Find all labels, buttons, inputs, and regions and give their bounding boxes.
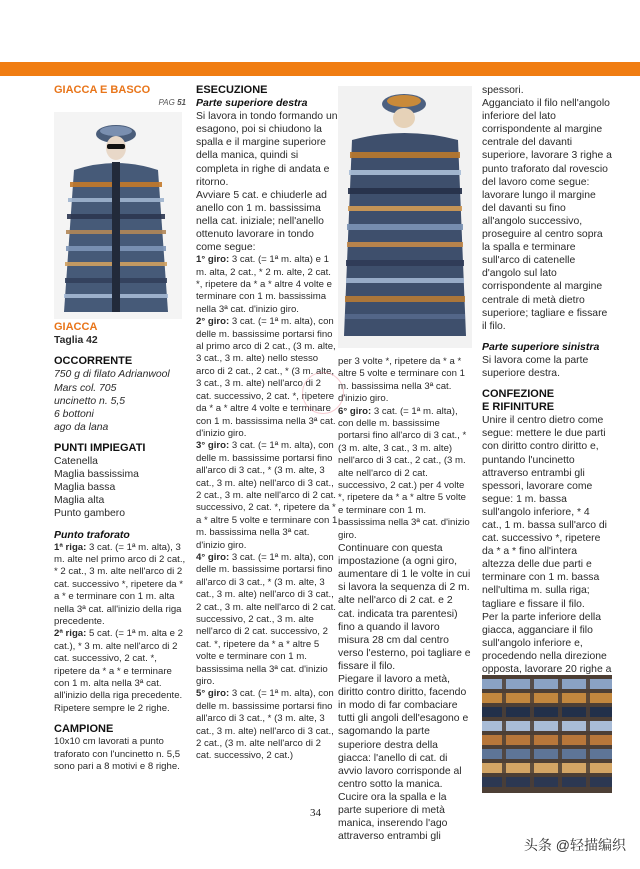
punto-traforato-heading: Punto traforato (54, 528, 130, 541)
punti-list: Catenella Maglia bassissima Maglia bassa Maglia alta Punto gambero (54, 456, 139, 520)
giro-6: 6° giro: 3 cat. (= 1ª m. alta), con delle m. bassissime portarsi fino all'arco di 3 cat., * (3 m. alte, 3 cat., 3 m. alte) nell'arco di 3 cat., 2 cat., (3 m. alte nell'arco di 2 cat. successivo, 2 cat.) per 4 volte *, ripetere da * a * altre 5 volte e terminare con 1 m. bassissima nella 3ª cat. d'inizio giro. (338, 405, 470, 541)
campione-heading: CAMPIONE (54, 723, 114, 736)
giro-4: 4° giro: 3 cat. (= 1ª m. alta), con delle m. bassissime portarsi fino all'arco di 3 cat., * (3 m. alte, 3 cat., 3 m. alte) nell'arco di 3 cat., 2 cat., 3 m. alte nell'arco di 2 cat. successivo, 2 cat., 3 m. alte nell'arco di 2 cat. successivo, 2 cat. *, ripetere da * a * altre 5 volte e terminare con 1 m. bassissima nella 3ª cat. d'inizio giro. (196, 551, 336, 688)
watermark: 头条 @轻描编织 (523, 837, 626, 853)
occorrente-list: 750 g di filato Adrianwool Mars col. 705 uncinetto n. 5,5 6 bottoni ago da lana (54, 369, 170, 433)
column-2 (196, 84, 338, 763)
campione-text: 10x10 cm lavorati a punto traforato con l'uncinetto n. 5,5 sono pari a 8 motivi e 8 righe. (54, 736, 181, 773)
parte-superiore-destra-heading: Parte superiore destra (196, 97, 308, 110)
sinistra-text: Si lavora come la parte superiore destra. (482, 354, 589, 379)
agganciato-text: Agganciato il filo nell'angolo inferiore del lato corrispondente al margine centrale del davanti superiore, lavorare 3 righe a punto traforato dal rovescio del lavoro come segue: lavorare lungo il margine del davanti su fino all'angolo successivo, proseguire al centro sopra la spalla e terminare sull'arco di catenelle d'angolo sul lato corrispondente al margine centrale di metà dietro superiore; tagliare e fissare il filo. (482, 98, 612, 332)
giro-2: 2° giro: 3 cat. (= 1ª m. alta), con delle m. bassissime portarsi fino al primo arco di 2 cat., (3 m. alte, 3 cat., 3 m. alte) nello stesso arco di 2 cat., 2 cat., * (3 m. alte, 3 cat., 3 m. alte) nell'arco di 2 cat. successivo, 2 cat. *, ripetere da * a * altre 4 volte e terminare con 1 m. bassissima nella 3ª cat. d'inizio giro. (196, 316, 336, 439)
unire-text: Unire il centro dietro come segue: mettere le due parti con diritto contro diritto e, puntando l'uncinetto attraverso entrambi gli spessori, lavorare come segue: 1 m. bassa sull'angolo inferiore, * 4 cat., 1 m. bassa sull'arco di cat. successivo *, ripetere da * a * fino all'intera altezza delle due parti e terminare con 1 m. bassa nell'ultima m. sulla riga; tagliare e fissare il filo. (482, 415, 607, 610)
model-back-photo (338, 86, 472, 348)
crochet-detail-photo (482, 675, 612, 793)
article-title: GIACCA E BASCO (54, 84, 151, 96)
giro-1: 1° giro: 3 cat. (= 1ª m. alta) e 1 m. alta, 2 cat., * 2 m. alte, 2 cat. *, ripetere da * a * altre 4 volte e terminare con 1 m. bassissima nella 3ª cat. d'inizio giro. (196, 254, 332, 315)
accent-bar (0, 62, 640, 76)
taglia: Taglia 42 (54, 335, 98, 347)
giacca-label: GIACCA (54, 321, 98, 334)
riga-2: 2ª riga: 5 cat. (= 1ª m. alta e 2 cat.), * 3 m. alte nell'arco di 2 cat. successivo, 2 cat. *, ripetere da * a * e terminare con 1 m. alta nella 3ª cat. all'inizio della riga precedente. (54, 628, 183, 702)
inferiore-giacca-text: Per la parte inferiore della giacca, agganciare il filo sull'angolo inferiore e, procedendo nella direzione opposta, lavorare 20 righe a (482, 611, 612, 676)
esecuzione-heading: ESECUZIONE (196, 84, 268, 96)
parte-superiore-sinistra-heading: Parte superiore sinistra (482, 340, 600, 353)
occorrente-heading: OCCORRENTE (54, 355, 133, 368)
continuare-text: Continuare con questa impostazione (a ogni giro, aumentare di 1 le volte in cui si lavora la sequenza di 2 m. alte nell'arco di 2 cat. e 2 cat. indicata tra parentesi) fino a quando il lavoro misura 28 cm dal centro verso l'esterno, poi tagliare e fissare il filo. (338, 543, 471, 672)
avvio-text: Avviare 5 cat. e chiuderle ad anello con 1 m. bassissima nella cat. iniziale; nell'anello ottenuto lavorare in tondo come segue: (196, 189, 327, 254)
ripetere-note: Ripetere sempre le 2 righe. (54, 702, 170, 714)
page-number: 34 (310, 807, 321, 819)
piegare-text: Piegare il lavoro a metà, diritto contro diritto, facendo in modo di far combaciare tutti gli angoli dell'esagono e sagomando la parte superiore destra della giacca: l'anello di cat. di avvio lavoro corrisponde al centro sotto la manica. Cucire ora la spalla e la parte superiore di metà manica, inserendo l'ago attraverso entrambi gli (338, 674, 469, 843)
giro-5-continued: per 3 volte *, ripetere da * a * altre 5 volte e terminare con 1 m. bassissima nella 3ª cat. d'inizio giro. (338, 356, 465, 405)
riga-1: 1ª riga: 3 cat. (= 1ª m. alta), 3 m. alte nel primo arco di 2 cat., * 2 cat., 3 m. alte nell'arco di 2 cat. successivo *, ripetere da * a * e terminare con 1 m. alta nella 3ª cat. all'inizio della riga precedente. (54, 541, 186, 628)
column-3 (338, 356, 472, 843)
confezione-heading: CONFEZIONE E RIFINITURE (482, 388, 555, 414)
giro-5: 5° giro: 3 cat. (= 1ª m. alta), con delle m. bassissime portarsi fino all'arco di 3 cat., * (3 m. alte, 3 cat., 3 m. alte) nell'arco di 3 cat., 2 cat., (3 m. alte nell'arco di 2 cat. successivo, 2 cat.) (196, 688, 334, 762)
column-4 (482, 84, 612, 768)
intro-text: Si lavora in tondo formando un esagono, poi si chiudono la spalla e il margine superiore della manica, quindi si completa in righe di andata e ritorno. (196, 111, 338, 188)
giro-3: 3° giro: 3 cat. (= 1ª m. alta), con delle m. bassissime portarsi fino all'arco di 3 cat., * (3 m. alte, 3 cat., 3 m. alte) nell'arco di 3 cat., 2 cat., 3 m. alte nell'arco di 2 cat. successivo, 2 cat. *, ripetere da * a * altre 5 volte e terminare con 1 m. bassissima nella 3ª cat. d'inizio giro. (196, 440, 338, 551)
page-reference: PAG 51 (158, 98, 186, 108)
spessori-text: spessori. (482, 85, 524, 96)
model-front-photo (54, 112, 182, 319)
punti-heading: PUNTI IMPIEGATI (54, 441, 146, 454)
